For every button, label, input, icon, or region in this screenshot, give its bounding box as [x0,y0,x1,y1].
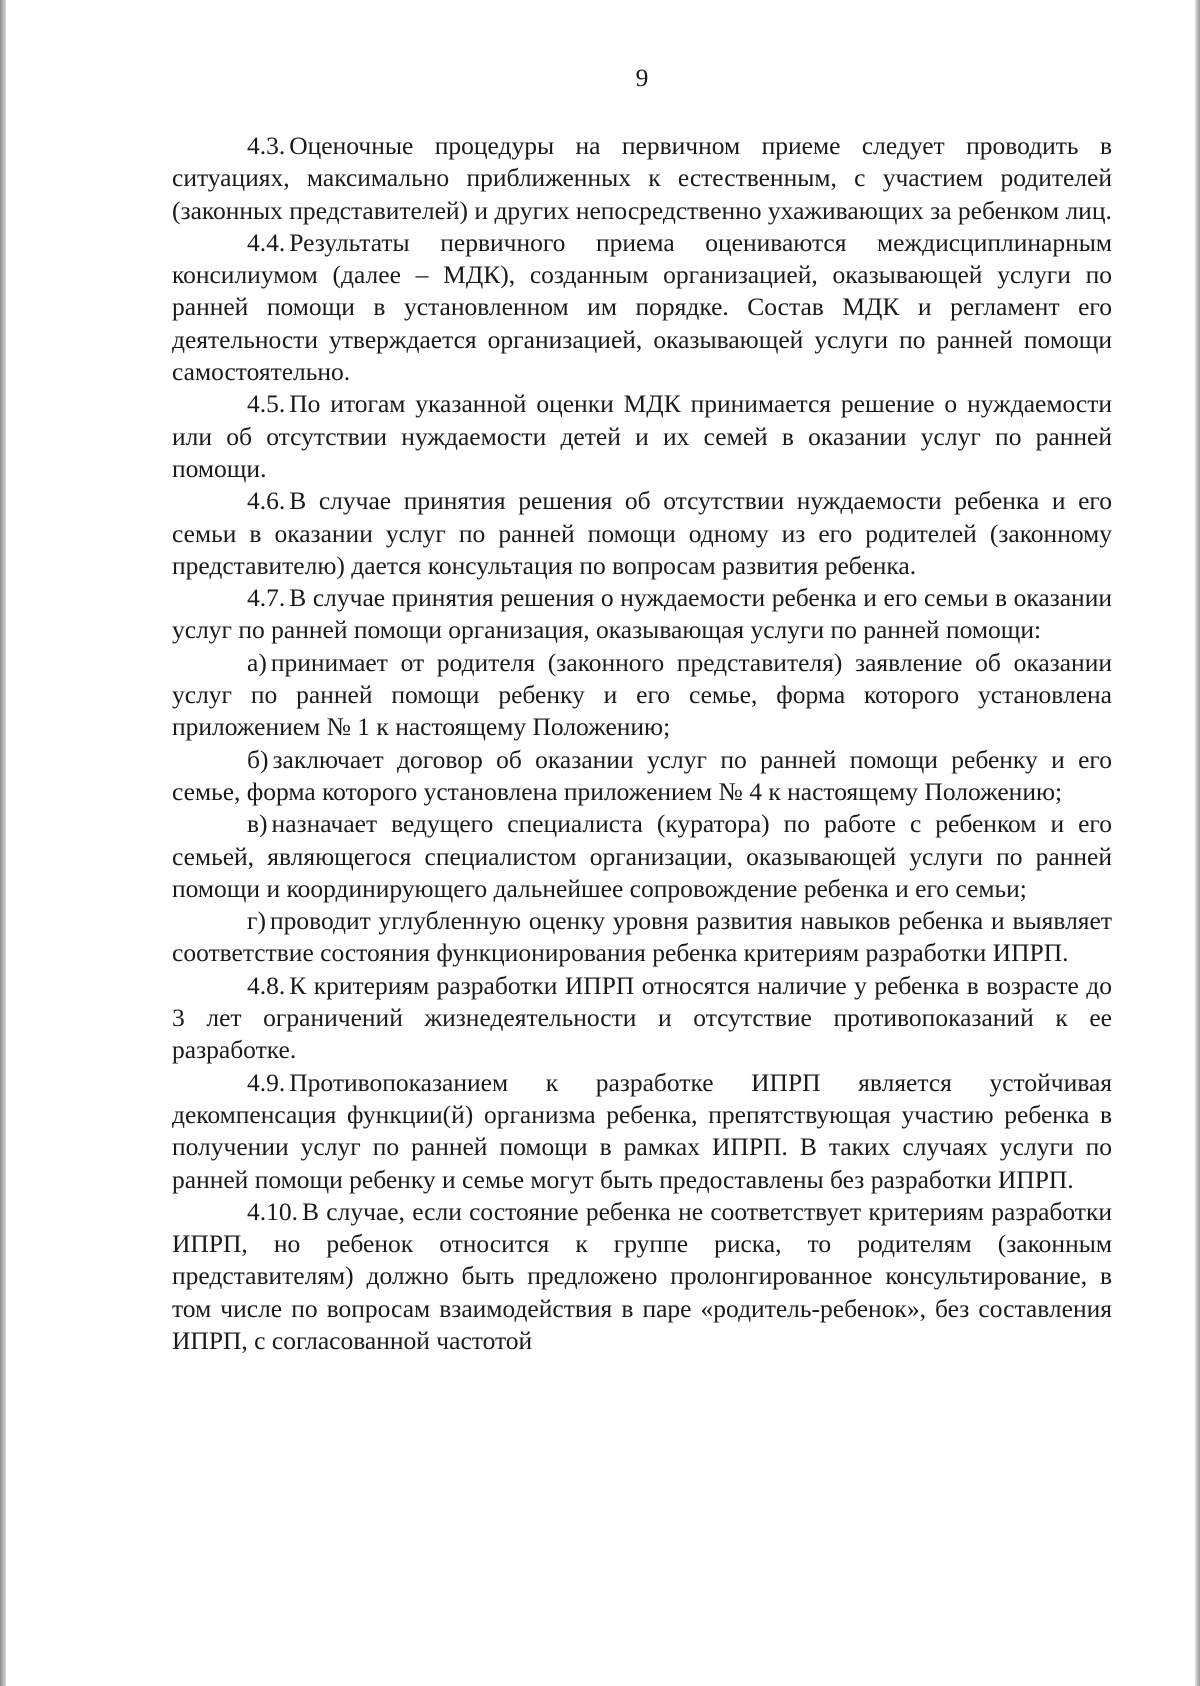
paragraph-number: 4.3. [247,131,286,160]
paragraph-text: Оценочные процедуры на первичном приеме следует проводить в ситуациях, максимально приближенных к естественным, с участием родителей (законных представителей) и других непосредственно ухаживающих за ребенком лиц. [172,131,1112,225]
paragraph-number: 4.8. [247,970,286,1000]
subparagraph-v [172,808,1112,905]
paragraph-number: 4.7. [247,583,286,613]
subparagraph-g [172,905,1112,970]
paragraph-text: В случае, если состояние ребенка не соответствует критериям разработки ИПРП, но ребенок относится к группе риска, то родителям (законным представителям) должно быть предложено пролонгированное консультирование, в том числе по вопросам взаимодействия в паре «родитель-ребенок», без составления ИПРП, с согласованной частотой [172,1196,1112,1355]
paragraph-text: В случае принятия решения об отсутствии нуждаемости ребенка и его семьи в оказании услуг по ранней помощи одному из его родителей (законному представителю) дается консультация по вопросам развития ребенка. [172,486,1112,580]
subparagraph-letter: б) [247,744,269,774]
paragraph-number: 4.4. [247,227,286,257]
paragraph-4-3 [172,130,1112,227]
paragraph-text: Результаты первичного приема оцениваются междисциплинарным консилиумом (далее – МДК), созданным организацией, оказывающей услуги по ранней помощи в установленном им порядке. Состав МДК и регламент его деятельности утверждается организацией, оказывающей услуги по ранней помощи самостоятельно. [172,227,1112,387]
subparagraph-letter: в) [247,809,268,839]
paragraph-4-5 [172,388,1112,485]
subparagraph-a [172,647,1112,744]
paragraph-number: 4.9. [247,1067,286,1097]
paragraph-4-10 [172,1196,1112,1357]
paragraph-text: заключает договор об оказании услуг по ранней помощи ребенку и его семье, форма которого установлена приложением № 4 к настоящему Положению; [172,744,1112,806]
scan-edge-left [0,0,6,1686]
subparagraph-b [172,744,1112,809]
paragraph-number: 4.5. [247,389,286,419]
paragraph-4-8 [172,970,1112,1067]
subparagraph-letter: а) [247,647,267,677]
scan-edge-right [1195,0,1200,1686]
paragraph-number: 4.10. [247,1196,298,1226]
paragraph-text: принимает от родителя (законного представителя) заявление об оказании услуг по ранней помощи ребенку и его семье, форма которого установлена приложением № 1 к настоящему Положению; [172,647,1112,742]
subparagraph-letter: г) [247,906,266,936]
paragraph-4-4 [172,227,1112,388]
paragraph-text: Противопоказанием к разработке ИПРП является устойчивая декомпенсация функции(й) организма ребенка, препятствующая участию ребенка в получении услуг по ранней помощи в рамках ИПРП. В таких случаях услуги по ранней помощи ребенку и семье могут быть предоставлены без разработки ИПРП. [172,1067,1112,1194]
paragraph-text: По итогам указанной оценки МДК принимается решение о нуждаемости или об отсутствии нуждаемости детей и их семей в оказании услуг по ранней помощи. [172,389,1112,483]
paragraph-4-7 [172,582,1112,647]
page-number: 9 [635,63,649,92]
document-page [172,62,1112,1357]
paragraph-4-6 [172,485,1112,582]
paragraph-text: К критериям разработки ИПРП относятся наличие у ребенка в возрасте до 3 лет ограничений жизнедеятельности и отсутствие противопоказаний к ее разработке. [172,970,1112,1065]
paragraph-number: 4.6. [247,486,286,516]
paragraph-text: В случае принятия решения о нуждаемости ребенка и его семьи в оказании услуг по ранней помощи организация, оказывающая услуги по ранней помощи: [172,583,1112,645]
paragraph-text: проводит углубленную оценку уровня развития навыков ребенка и выявляет соответствие состояния функционирования ребенка критериям разработки ИПРП. [172,906,1112,968]
paragraph-4-9 [172,1067,1112,1196]
paragraph-text: назначает ведущего специалиста (куратора) по работе с ребенком и его семьей, являющегося специалистом организации, оказывающей услуги по ранней помощи и координирующего дальнейшее сопровождение ребенка и его семьи; [172,809,1112,903]
